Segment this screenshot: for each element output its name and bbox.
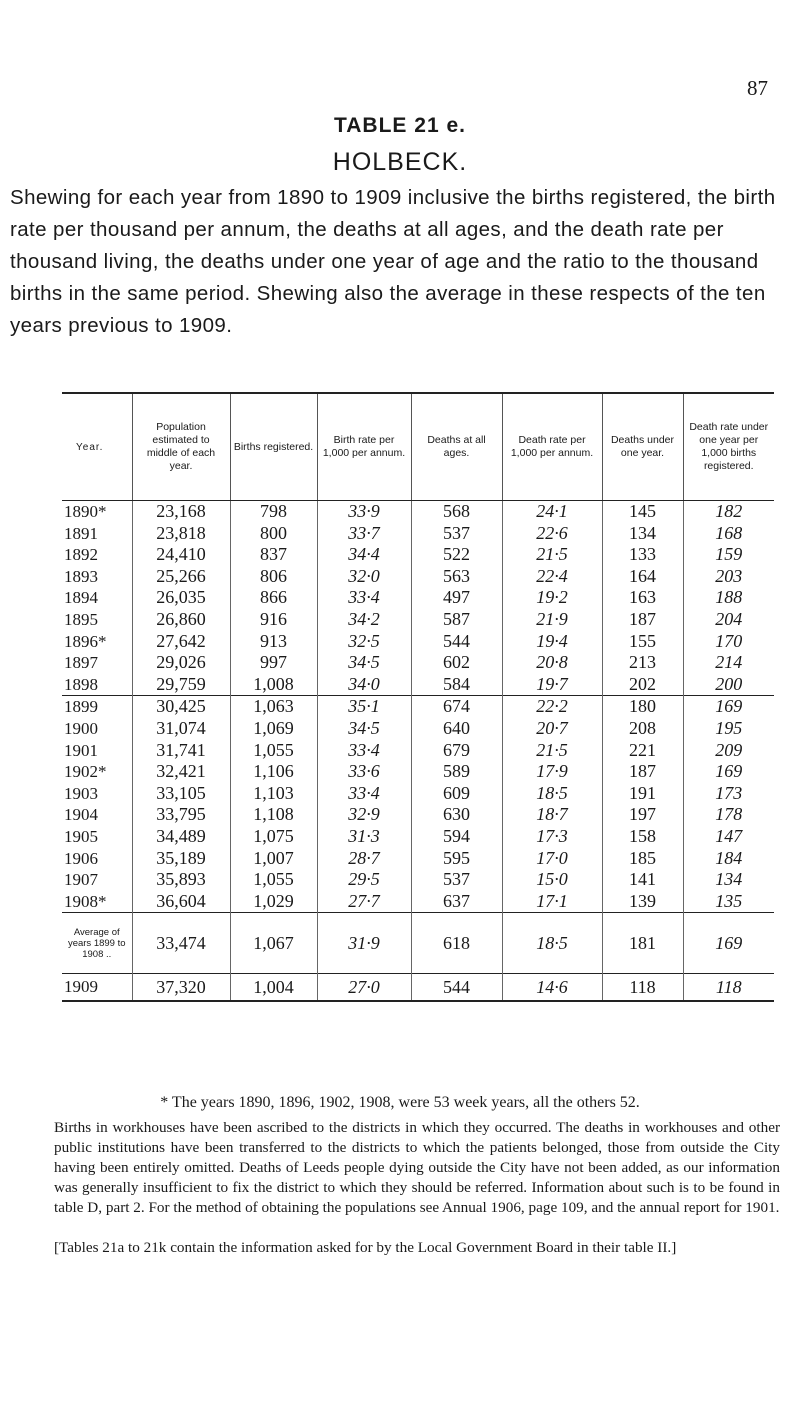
cell-population: 30,425 bbox=[132, 696, 230, 718]
cell-birth-rate: 33·6 bbox=[317, 761, 411, 783]
table-row bbox=[62, 826, 774, 848]
cell-death-rate: 17·3 bbox=[502, 826, 602, 848]
cell-infant-death-rate: 169 bbox=[683, 913, 774, 974]
cell-birth-rate: 34·5 bbox=[317, 718, 411, 740]
cell-year: 1905 bbox=[64, 826, 98, 846]
table-label: TABLE 21 e. bbox=[334, 114, 466, 137]
page-number: 87 bbox=[747, 76, 768, 100]
cell-death-rate: 20·8 bbox=[502, 652, 602, 674]
cell-population: 32,421 bbox=[132, 761, 230, 783]
cell-infant-deaths: 141 bbox=[602, 869, 683, 891]
cell-infant-death-rate: 170 bbox=[683, 631, 774, 653]
cell-birth-rate: 32·0 bbox=[317, 566, 411, 588]
table-row bbox=[62, 783, 774, 805]
cell-deaths: 544 bbox=[411, 631, 502, 653]
cell-deaths: 587 bbox=[411, 609, 502, 631]
cell-infant-death-rate: 118 bbox=[683, 974, 774, 1002]
cell-infant-deaths: 164 bbox=[602, 566, 683, 588]
cell-population: 34,489 bbox=[132, 826, 230, 848]
cell-birth-rate: 33·4 bbox=[317, 783, 411, 805]
cell-birth-rate: 33·7 bbox=[317, 523, 411, 545]
cell-death-rate: 17·1 bbox=[502, 891, 602, 913]
cell-infant-deaths: 180 bbox=[602, 696, 683, 718]
cell-infant-deaths: 133 bbox=[602, 544, 683, 566]
cell-deaths: 589 bbox=[411, 761, 502, 783]
cell-year: 1891 bbox=[64, 523, 98, 543]
cell-infant-death-rate: 184 bbox=[683, 848, 774, 870]
table-row bbox=[62, 587, 774, 609]
cell-year: 1892 bbox=[64, 545, 98, 565]
cell-year: 1903 bbox=[64, 783, 98, 803]
cell-year: 1899 bbox=[62, 696, 132, 718]
table-row bbox=[62, 869, 774, 891]
cell-birth-rate: 33·4 bbox=[317, 740, 411, 762]
cell-year: 1904 bbox=[64, 805, 98, 825]
cell-infant-death-rate: 204 bbox=[683, 609, 774, 631]
cell-birth-rate: 33·4 bbox=[317, 587, 411, 609]
cell-year: 1908* bbox=[64, 891, 107, 911]
cell-infant-death-rate: 195 bbox=[683, 718, 774, 740]
cell-death-rate: 24·1 bbox=[502, 501, 602, 523]
cell-infant-deaths: 187 bbox=[602, 609, 683, 631]
cell-population: 23,818 bbox=[132, 523, 230, 545]
cell-deaths: 537 bbox=[411, 523, 502, 545]
cell-births: 1,069 bbox=[230, 718, 317, 740]
table-row bbox=[62, 804, 774, 826]
cell-death-rate: 14·6 bbox=[502, 974, 602, 1002]
cell-birth-rate: 34·0 bbox=[317, 674, 411, 696]
cell-infant-death-rate: 203 bbox=[683, 566, 774, 588]
cell-birth-rate: 27·7 bbox=[317, 891, 411, 913]
cell-deaths: 679 bbox=[411, 740, 502, 762]
cell-births: 916 bbox=[230, 609, 317, 631]
cell-infant-deaths: 139 bbox=[602, 891, 683, 913]
footnote: * The years 1890, 1896, 1902, 1908, were 53 week years, all the others 52. bbox=[160, 1094, 640, 1111]
cell-infant-deaths: 202 bbox=[602, 674, 683, 696]
cell-births: 1,075 bbox=[230, 826, 317, 848]
cell-births: 997 bbox=[230, 652, 317, 674]
cell-births: 1,067 bbox=[230, 913, 317, 974]
cell-death-rate: 21·5 bbox=[502, 544, 602, 566]
table-row bbox=[62, 544, 774, 566]
cell-infant-death-rate: 188 bbox=[683, 587, 774, 609]
cell-deaths: 630 bbox=[411, 804, 502, 826]
cell-infant-deaths: 221 bbox=[602, 740, 683, 762]
cell-year: 1901 bbox=[64, 740, 98, 760]
table-row bbox=[62, 566, 774, 588]
cell-infant-death-rate: 159 bbox=[683, 544, 774, 566]
cell-birth-rate: 34·5 bbox=[317, 652, 411, 674]
cell-year: 1907 bbox=[64, 870, 98, 890]
cell-infant-deaths: 191 bbox=[602, 783, 683, 805]
cell-population: 24,410 bbox=[132, 544, 230, 566]
cell-infant-death-rate: 173 bbox=[683, 783, 774, 805]
cell-death-rate: 18·7 bbox=[502, 804, 602, 826]
cell-birth-rate: 32·5 bbox=[317, 631, 411, 653]
cell-year: 1896* bbox=[64, 631, 107, 651]
cell-birth-rate: 34·2 bbox=[317, 609, 411, 631]
cell-births: 806 bbox=[230, 566, 317, 588]
cell-year: 1902* bbox=[64, 762, 107, 782]
cell-year: 1893 bbox=[64, 566, 98, 586]
note-paragraph: Births in workhouses have been ascribed to the districts in which they occurred. The deaths in workhouses and other public institutions have been transferred to the districts to which the patients belonged, those from outside the City having been entirely omitted. Deaths of Leeds people dying outside the City have not been added, as our information was generally insufficient to fix the district to which they should be referred. Information about such is to be found in table D, part 2. For the method of obtaining the populations see Annual 1906, page 109, and the annual report for 1901. bbox=[54, 1119, 780, 1216]
table-row bbox=[62, 718, 774, 740]
cell-deaths: 602 bbox=[411, 652, 502, 674]
cell-population: 29,026 bbox=[132, 652, 230, 674]
cell-infant-deaths: 118 bbox=[602, 974, 683, 1002]
cell-population: 29,759 bbox=[132, 674, 230, 696]
cell-infant-death-rate: 214 bbox=[683, 652, 774, 674]
cell-infant-deaths: 197 bbox=[602, 804, 683, 826]
cell-death-rate: 21·5 bbox=[502, 740, 602, 762]
col-birth-rate: Birth rate per 1,000 per annum. bbox=[317, 393, 411, 501]
cell-birth-rate: 28·7 bbox=[317, 848, 411, 870]
table-row bbox=[62, 761, 774, 783]
cell-deaths: 522 bbox=[411, 544, 502, 566]
col-population: Population estimated to middle of each year. bbox=[132, 393, 230, 501]
cell-death-rate: 22·2 bbox=[502, 696, 602, 718]
cell-births: 1,055 bbox=[230, 869, 317, 891]
cell-infant-deaths: 208 bbox=[602, 718, 683, 740]
cell-birth-rate: 31·9 bbox=[317, 913, 411, 974]
table-row bbox=[62, 848, 774, 870]
cell-deaths: 584 bbox=[411, 674, 502, 696]
place-title: HOLBECK. bbox=[332, 148, 468, 176]
cell-infant-deaths: 134 bbox=[602, 523, 683, 545]
cell-population: 31,741 bbox=[132, 740, 230, 762]
cell-death-rate: 17·9 bbox=[502, 761, 602, 783]
cell-infant-deaths: 158 bbox=[602, 826, 683, 848]
cell-death-rate: 21·9 bbox=[502, 609, 602, 631]
cell-deaths: 637 bbox=[411, 891, 502, 913]
cell-population: 33,105 bbox=[132, 783, 230, 805]
table-row bbox=[62, 891, 774, 913]
cell-death-rate: 19·7 bbox=[502, 674, 602, 696]
cell-death-rate: 22·4 bbox=[502, 566, 602, 588]
cell-births: 1,063 bbox=[230, 696, 317, 718]
cell-death-rate: 19·4 bbox=[502, 631, 602, 653]
cell-population: 25,266 bbox=[132, 566, 230, 588]
col-infant-death-rate: Death rate under one year per 1,000 births registered. bbox=[683, 393, 774, 501]
cell-deaths: 537 bbox=[411, 869, 502, 891]
cell-deaths: 640 bbox=[411, 718, 502, 740]
cell-birth-rate: 33·9 bbox=[317, 501, 411, 523]
statistics-table bbox=[62, 392, 774, 1002]
cell-infant-deaths: 185 bbox=[602, 848, 683, 870]
cell-deaths: 618 bbox=[411, 913, 502, 974]
table-row bbox=[62, 674, 774, 696]
cell-infant-death-rate: 168 bbox=[683, 523, 774, 545]
cell-infant-deaths: 163 bbox=[602, 587, 683, 609]
cell-births: 866 bbox=[230, 587, 317, 609]
cell-births: 1,103 bbox=[230, 783, 317, 805]
cell-births: 1,004 bbox=[230, 974, 317, 1002]
cell-deaths: 595 bbox=[411, 848, 502, 870]
cell-births: 798 bbox=[230, 501, 317, 523]
cell-death-rate: 22·6 bbox=[502, 523, 602, 545]
table-row bbox=[62, 523, 774, 545]
cell-births: 800 bbox=[230, 523, 317, 545]
cell-year: 1895 bbox=[64, 609, 98, 629]
cell-births: 1,106 bbox=[230, 761, 317, 783]
cell-infant-death-rate: 169 bbox=[683, 696, 774, 718]
col-death-rate: Death rate per 1,000 per annum. bbox=[502, 393, 602, 501]
cell-death-rate: 20·7 bbox=[502, 718, 602, 740]
cell-births: 913 bbox=[230, 631, 317, 653]
cell-birth-rate: 34·4 bbox=[317, 544, 411, 566]
cell-births: 1,029 bbox=[230, 891, 317, 913]
cell-population: 36,604 bbox=[132, 891, 230, 913]
row-1909 bbox=[62, 974, 774, 1002]
cell-year: 1890* bbox=[64, 502, 107, 521]
cell-year: Average of years 1899 to 1908 .. bbox=[62, 913, 132, 974]
cell-infant-deaths: 187 bbox=[602, 761, 683, 783]
cell-births: 1,108 bbox=[230, 804, 317, 826]
cell-death-rate: 18·5 bbox=[502, 783, 602, 805]
cell-infant-death-rate: 209 bbox=[683, 740, 774, 762]
cell-deaths: 674 bbox=[411, 696, 502, 718]
col-infant-deaths: Deaths under one year. bbox=[602, 393, 683, 501]
cell-population: 26,035 bbox=[132, 587, 230, 609]
cell-birth-rate: 27·0 bbox=[317, 974, 411, 1002]
table-row bbox=[62, 652, 774, 674]
cell-death-rate: 17·0 bbox=[502, 848, 602, 870]
cell-year: 1898 bbox=[64, 674, 98, 694]
cell-death-rate: 15·0 bbox=[502, 869, 602, 891]
table-row bbox=[62, 631, 774, 653]
col-year: Year. bbox=[62, 393, 132, 501]
intro-text: Shewing for each year from 1890 to 1909 inclusive the births registered, the birth rate per thousand per annum, the deaths at all ages, and the death rate per thousand living, the deaths under one year of age and the ratio to the thousand births in the same period. Shewing also the average in these respects of the ten years previous to 1909. bbox=[10, 186, 776, 337]
cell-infant-deaths: 155 bbox=[602, 631, 683, 653]
table-row bbox=[62, 609, 774, 631]
cell-population: 27,642 bbox=[132, 631, 230, 653]
cell-infant-deaths: 213 bbox=[602, 652, 683, 674]
cell-population: 23,168 bbox=[132, 501, 230, 523]
average-row bbox=[62, 913, 774, 974]
cell-year: 1906 bbox=[64, 848, 98, 868]
cell-population: 35,893 bbox=[132, 869, 230, 891]
cell-population: 33,795 bbox=[132, 804, 230, 826]
cell-population: 33,474 bbox=[132, 913, 230, 974]
cell-infant-death-rate: 178 bbox=[683, 804, 774, 826]
cell-births: 837 bbox=[230, 544, 317, 566]
cell-birth-rate: 32·9 bbox=[317, 804, 411, 826]
cell-death-rate: 19·2 bbox=[502, 587, 602, 609]
cell-year: 1909 bbox=[62, 974, 132, 1002]
cell-year: 1894 bbox=[64, 588, 98, 608]
cell-infant-death-rate: 200 bbox=[683, 674, 774, 696]
cell-deaths: 544 bbox=[411, 974, 502, 1002]
cell-infant-deaths: 145 bbox=[602, 501, 683, 523]
table-row bbox=[62, 740, 774, 762]
cell-population: 26,860 bbox=[132, 609, 230, 631]
cell-births: 1,007 bbox=[230, 848, 317, 870]
cell-deaths: 568 bbox=[411, 501, 502, 523]
cell-infant-death-rate: 147 bbox=[683, 826, 774, 848]
cell-birth-rate: 29·5 bbox=[317, 869, 411, 891]
cell-population: 37,320 bbox=[132, 974, 230, 1002]
cell-deaths: 563 bbox=[411, 566, 502, 588]
cell-infant-deaths: 181 bbox=[602, 913, 683, 974]
cell-year: 1897 bbox=[64, 653, 98, 673]
tables-note: [Tables 21a to 21k contain the information asked for by the Local Government Board in their table II.] bbox=[54, 1239, 677, 1256]
cell-deaths: 594 bbox=[411, 826, 502, 848]
header-row bbox=[62, 393, 774, 501]
cell-infant-death-rate: 135 bbox=[683, 891, 774, 913]
cell-births: 1,008 bbox=[230, 674, 317, 696]
table-row bbox=[62, 501, 774, 523]
cell-year: 1900 bbox=[64, 718, 98, 738]
cell-population: 31,074 bbox=[132, 718, 230, 740]
col-births: Births registered. bbox=[230, 393, 317, 501]
cell-birth-rate: 35·1 bbox=[317, 696, 411, 718]
cell-death-rate: 18·5 bbox=[502, 913, 602, 974]
cell-births: 1,055 bbox=[230, 740, 317, 762]
cell-birth-rate: 31·3 bbox=[317, 826, 411, 848]
cell-population: 35,189 bbox=[132, 848, 230, 870]
cell-infant-death-rate: 169 bbox=[683, 761, 774, 783]
cell-deaths: 497 bbox=[411, 587, 502, 609]
cell-deaths: 609 bbox=[411, 783, 502, 805]
cell-infant-death-rate: 134 bbox=[683, 869, 774, 891]
table-row bbox=[62, 696, 774, 718]
col-deaths: Deaths at all ages. bbox=[411, 393, 502, 501]
cell-infant-death-rate: 182 bbox=[683, 501, 774, 523]
